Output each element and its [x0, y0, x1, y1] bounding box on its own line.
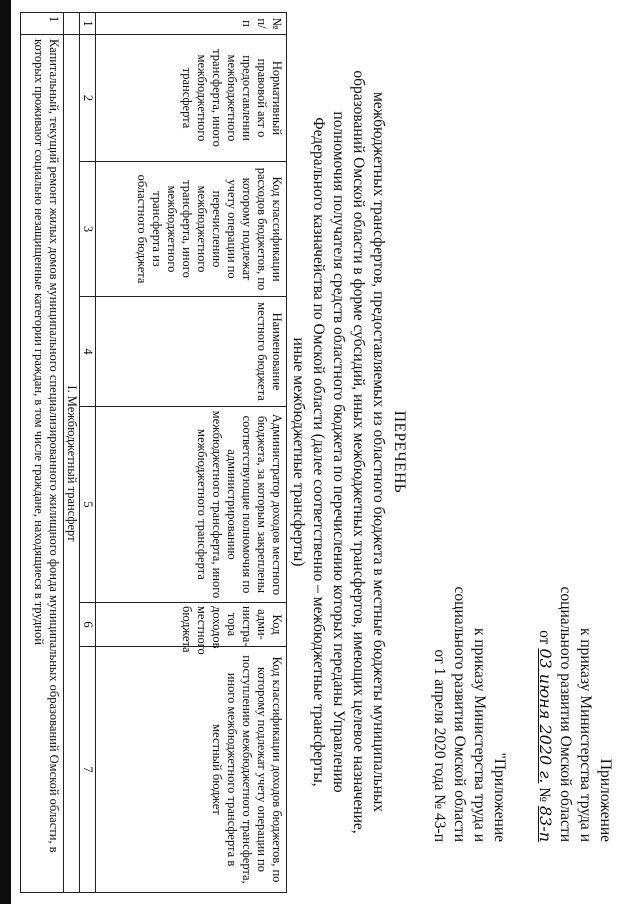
column-number: 6: [80, 603, 96, 647]
appendix-block-previous: [429, 482, 509, 842]
appendix-prev-order-line: к приказу Министерства труда и: [471, 627, 488, 842]
header-cell: Нормативный правовой акт о предоставлении межбюджетного трансферта, иного межбюджетного трансферта: [96, 35, 287, 162]
row-description: Капитальный, текущий ремонт жилых домов муниципального специализированного жилищного фонда муниципальных образований Омской области, в которых проживают социально незащищенные категории граждан, в том числе граждане, находящиеся в трудной: [21, 35, 64, 893]
appendix-prev-label: "Приложение: [491, 752, 508, 842]
column-number: 2: [80, 35, 96, 162]
column-number: 7: [80, 647, 96, 893]
title-line: Федерального казначейства по Омской области (далее соответственно – межбюджетные трансферты,: [310, 117, 327, 787]
row-number: 1: [21, 13, 64, 35]
section-title: I. Межбюджетный трансферт: [64, 35, 80, 893]
appendix-handwritten-number: 83-п: [536, 805, 555, 842]
document-title: [288, 32, 409, 872]
appendix-order-line: к приказу Министерства труда и: [577, 627, 594, 842]
column-number-row: [80, 13, 96, 893]
title-heading: ПЕРЕЧЕНЬ: [391, 410, 408, 494]
title-line: межбюджетных трансфертов, предоставляемых из областного бюджета в местные бюджеты муниципальных: [370, 91, 387, 813]
document-page: [5, 2, 635, 902]
appendix-label: Приложение: [597, 758, 614, 842]
section-row: [64, 13, 80, 893]
appendix-prev-ministry-line: социального развития Омской области: [451, 586, 468, 842]
title-line: полномочия получателя средств областного бюджета по перечислению которых переданы Управлению: [330, 111, 347, 793]
header-cell: Код классификации расходов бюджетов, по которому подлежат учету операции по перечислению межбюджетного трансферта, иного межбюджетного трансферта из областного бюджета: [96, 162, 287, 297]
column-number: 3: [80, 162, 96, 297]
appendix-prev-date-line: от 1 апреля 2020 года № 43-п: [431, 649, 448, 842]
column-number: 1: [80, 13, 96, 35]
appendix-ministry-line: социального развития Омской области: [557, 586, 574, 842]
column-number: 4: [80, 297, 96, 407]
header-cell: Администратор доходов местного бюджета, за которым закреплены соответствующие полномочия по администрированию межбюджетного трансферта, иного межбюджетного трансферта: [96, 407, 287, 603]
appendix-block-current: [534, 482, 615, 842]
transfers-table: [20, 12, 287, 893]
header-cell: Код классификации доходов бюджетов, по которому подлежат учету операции по поступлению межбюджетного трансферта, иного межбюджетного трансферта в местный бюджет: [96, 647, 287, 893]
appendix-date-prefix: от: [536, 630, 553, 645]
title-line: иные межбюджетные трансферты): [290, 337, 307, 567]
table-row: [21, 13, 64, 893]
header-cell: Код адми-нистра-тора доходов местного бюджета: [96, 603, 287, 647]
title-line: образований Омской области в форме субсидий, иных межбюджетных трансфертов, имеющих целевое назначение,: [350, 70, 367, 834]
header-cell: Наименование местного бюджета: [96, 297, 287, 407]
appendix-number-label: №: [536, 787, 553, 803]
column-number: 5: [80, 407, 96, 603]
appendix-handwritten-date: 03 июня 2020 г.: [536, 648, 555, 784]
header-cell: № п/п: [96, 13, 287, 35]
appendix-date-line: [534, 482, 555, 842]
table-header-row: [96, 13, 287, 893]
